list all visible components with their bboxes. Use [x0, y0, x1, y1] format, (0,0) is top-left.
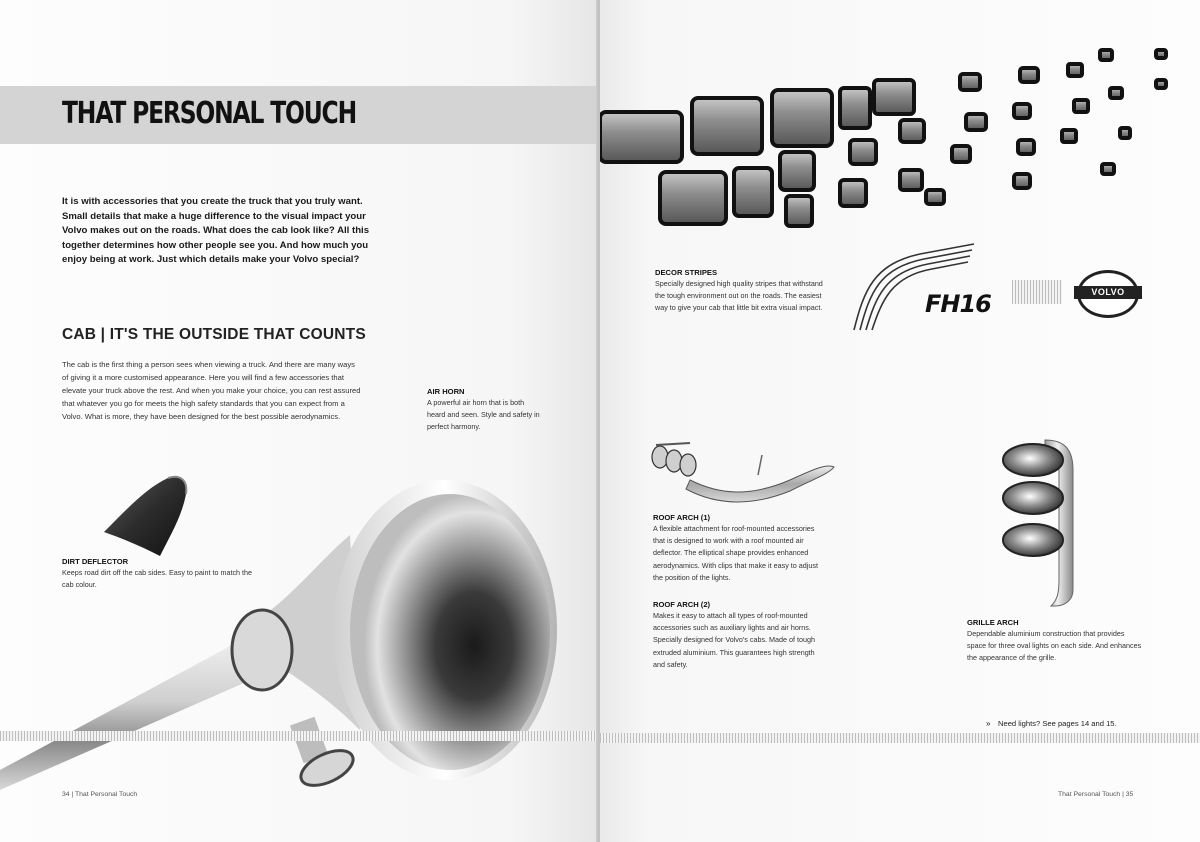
- bottom-rule: [0, 731, 598, 741]
- page-title: THAT PERSONAL TOUCH: [62, 96, 356, 131]
- roof-arch-2-body: Makes it easy to attach all types of roof-mounted accessories such as auxiliary lights and air horns. Specially designed for Volvo's cabs. Made of tough extruded aluminium. This guarantees high strength and safety.: [653, 611, 815, 669]
- air-horn-heading: AIR HORN: [427, 387, 465, 396]
- section-body: The cab is the first thing a person sees when viewing a truck. And there are many ways of giving it a more customised appearance. Here you will find a few accessories that elevate your truck above the rest. And when you make your choice, you can rest assured that whatever you go for meets the high safety standards that you can expect from a Volvo. What is more, they have been designed for the best possible aerodynamics.: [62, 360, 361, 421]
- intro-paragraph: It is with accessories that you create the truck that you truly want. Small details that make a huge difference to the visual impact your Volvo makes out on the roads. What does the cab look like? All this together determines how other people see you. And how much you enjoy being at work. Just which details make your Volvo special?: [62, 196, 370, 266]
- volvo-emblem: [1077, 270, 1139, 318]
- bottom-rule-right: [600, 733, 1200, 743]
- section-heading: CAB | IT'S THE OUTSIDE THAT COUNTS: [62, 326, 366, 343]
- roof-arch-2-heading: ROOF ARCH (2): [653, 600, 711, 609]
- air-horn-caption: [427, 387, 542, 434]
- fh16-logo: FH16: [925, 290, 991, 318]
- dirt-deflector-heading: DIRT DEFLECTOR: [62, 557, 129, 566]
- decor-stripes-heading: DECOR STRIPES: [655, 268, 718, 277]
- fh16-stripes: [1012, 280, 1062, 304]
- volvo-wordmark: VOLVO: [1091, 287, 1125, 297]
- dirt-deflector-body: Keeps road dirt off the cab sides. Easy to paint to match the cab colour.: [62, 568, 253, 590]
- roof-arch-1-heading: ROOF ARCH (1): [653, 513, 711, 522]
- air-horn-image: [0, 440, 598, 800]
- see-pages-hint: Need lights? See pages 14 and 15.: [998, 719, 1117, 728]
- decor-stripes-body: Specially designed high quality stripes that withstand the tough environment out on the roads. The easiest way to give your cab that little bit extra visual impact.: [655, 279, 823, 313]
- grille-arch-body: Dependable aluminium construction that provides space for three oval lights on each side. And enhances the appearance of the grille.: [967, 629, 1142, 663]
- decor-stripes-caption: [655, 268, 830, 315]
- roof-arch-1-body: A flexible attachment for roof-mounted accessories that is designed to work with a roof mounted air deflector. The elliptical shape provides enhanced aerodynamics. With clips that make it easy to adjust the position of the lights.: [653, 524, 818, 582]
- grille-arch-image: [995, 430, 1085, 610]
- decor-stripes-pattern: [600, 40, 1200, 240]
- grille-arch-heading: GRILLE ARCH: [967, 618, 1019, 627]
- hint-arrow-icon: »: [986, 719, 991, 728]
- grille-arch-caption: [967, 618, 1142, 665]
- roof-arch-1-caption: [653, 513, 828, 584]
- page-folio-left: 34 | That Personal Touch: [62, 791, 138, 798]
- roof-arch-image: [650, 435, 840, 510]
- page-folio-right: That Personal Touch | 35: [1058, 791, 1134, 798]
- roof-arch-2-caption: [653, 600, 828, 671]
- right-page: [600, 0, 1200, 842]
- air-horn-body: A powerful air horn that is both heard and seen. Style and safety in perfect harmony.: [427, 398, 540, 432]
- left-page: [0, 0, 598, 842]
